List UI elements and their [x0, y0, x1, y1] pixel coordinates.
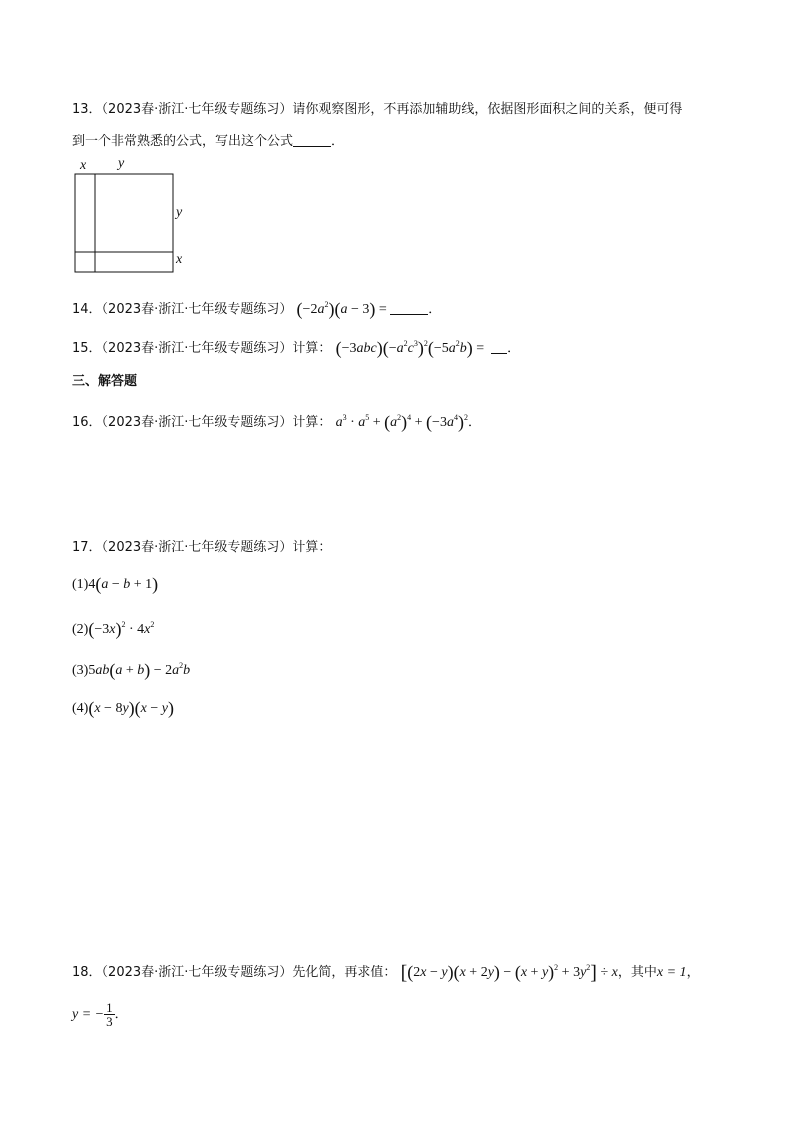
q17-number: 17．: [72, 540, 102, 555]
q16-line: 16．（2023春·浙江·七年级专题练习）计算： $a^3 \cdot a^5 + (a^2)^4 + (-3a^4)^2$．: [72, 412, 481, 432]
q17-part-3: $(3)5ab(a + b) - 2a^2b$: [72, 660, 191, 680]
q17-part-2: $(2)(-3x)^2 \cdot 4x^2$: [72, 619, 155, 639]
q18-number: 18．: [72, 965, 102, 980]
q13-figure: [68, 156, 198, 278]
q15-answer-blank[interactable]: [491, 341, 507, 354]
q13-line1: [72, 102, 682, 118]
q13-answer-blank[interactable]: [293, 134, 331, 147]
q14-expression: $(-2a^2)(a - 3)$ =: [296, 299, 391, 319]
q18-line1: 18．（2023春·浙江·七年级专题练习）先化简，再求值： $[(2x - y)(x + 2y) - (x + y)^2 + 3y^2] \div x$，其中x = 1，: [72, 962, 700, 984]
q15-source: （2023春·浙江·七年级专题练习）: [101, 341, 293, 356]
fig-label-y-right: y: [176, 205, 183, 220]
q13-text-1: 请你观察图形，不再添加辅助线，依据图形面积之间的关系，便可得: [292, 102, 683, 117]
q18-x-value: x = 1: [656, 965, 687, 980]
q17-part-4: (4)(x − 8y)(x − y): [72, 698, 175, 718]
q16-number: 16．: [72, 415, 102, 430]
q14-line: 14．（2023春·浙江·七年级专题练习） $(-2a^2)(a - 3)$ = ．: [72, 299, 442, 319]
q18-y-fraction: $\frac{1}{3}$: [106, 1000, 113, 1029]
q15-line: 15．（2023春·浙江·七年级专题练习）计算： $(-3abc)(-a^2c^3)^2(-5a^2b)$ = ．: [72, 338, 521, 358]
q18-source: （2023春·浙江·七年级专题练习）: [101, 965, 293, 980]
section-heading-solve: 三、解答题: [72, 374, 138, 389]
q17-part-1: (1)4(a − b + 1): [72, 574, 159, 594]
q18-line2: y = − $\frac{1}{3}$ ．: [72, 1000, 128, 1029]
q18-y-lhs: y = −: [72, 1007, 105, 1022]
q14-number: 14．: [72, 302, 102, 317]
q13-source: （2023春·浙江·七年级专题练习）: [101, 102, 293, 117]
q13-number: 13．: [72, 102, 102, 117]
q14-answer-blank[interactable]: [390, 302, 428, 315]
q16-expression: $a^3 \cdot a^5 + (a^2)^4 + (-3a^4)^2$: [335, 412, 468, 432]
fig-label-x-top: x: [80, 158, 87, 173]
fig-label-y-top: y: [118, 156, 125, 171]
q15-number: 15．: [72, 341, 102, 356]
q14-source: （2023春·浙江·七年级专题练习）: [101, 302, 293, 317]
q13-text-2: 到一个非常熟悉的公式，写出这个公式: [72, 134, 294, 149]
fig-label-x-right: x: [176, 252, 183, 267]
q18-expression: $[(2x - y)(x + 2y) - (x + y)^2 + 3y^2] \div x$: [400, 962, 618, 984]
q13-line2: 到一个非常熟悉的公式，写出这个公式 ．: [72, 134, 345, 149]
q17-source: （2023春·浙江·七年级专题练习）: [101, 540, 293, 555]
q16-source: （2023春·浙江·七年级专题练习）: [101, 415, 293, 430]
q15-expression: $(-3abc)(-a^2c^3)^2(-5a^2b)$ =: [335, 338, 492, 358]
q17-line: 17．（2023春·浙江·七年级专题练习）计算：: [72, 540, 332, 555]
